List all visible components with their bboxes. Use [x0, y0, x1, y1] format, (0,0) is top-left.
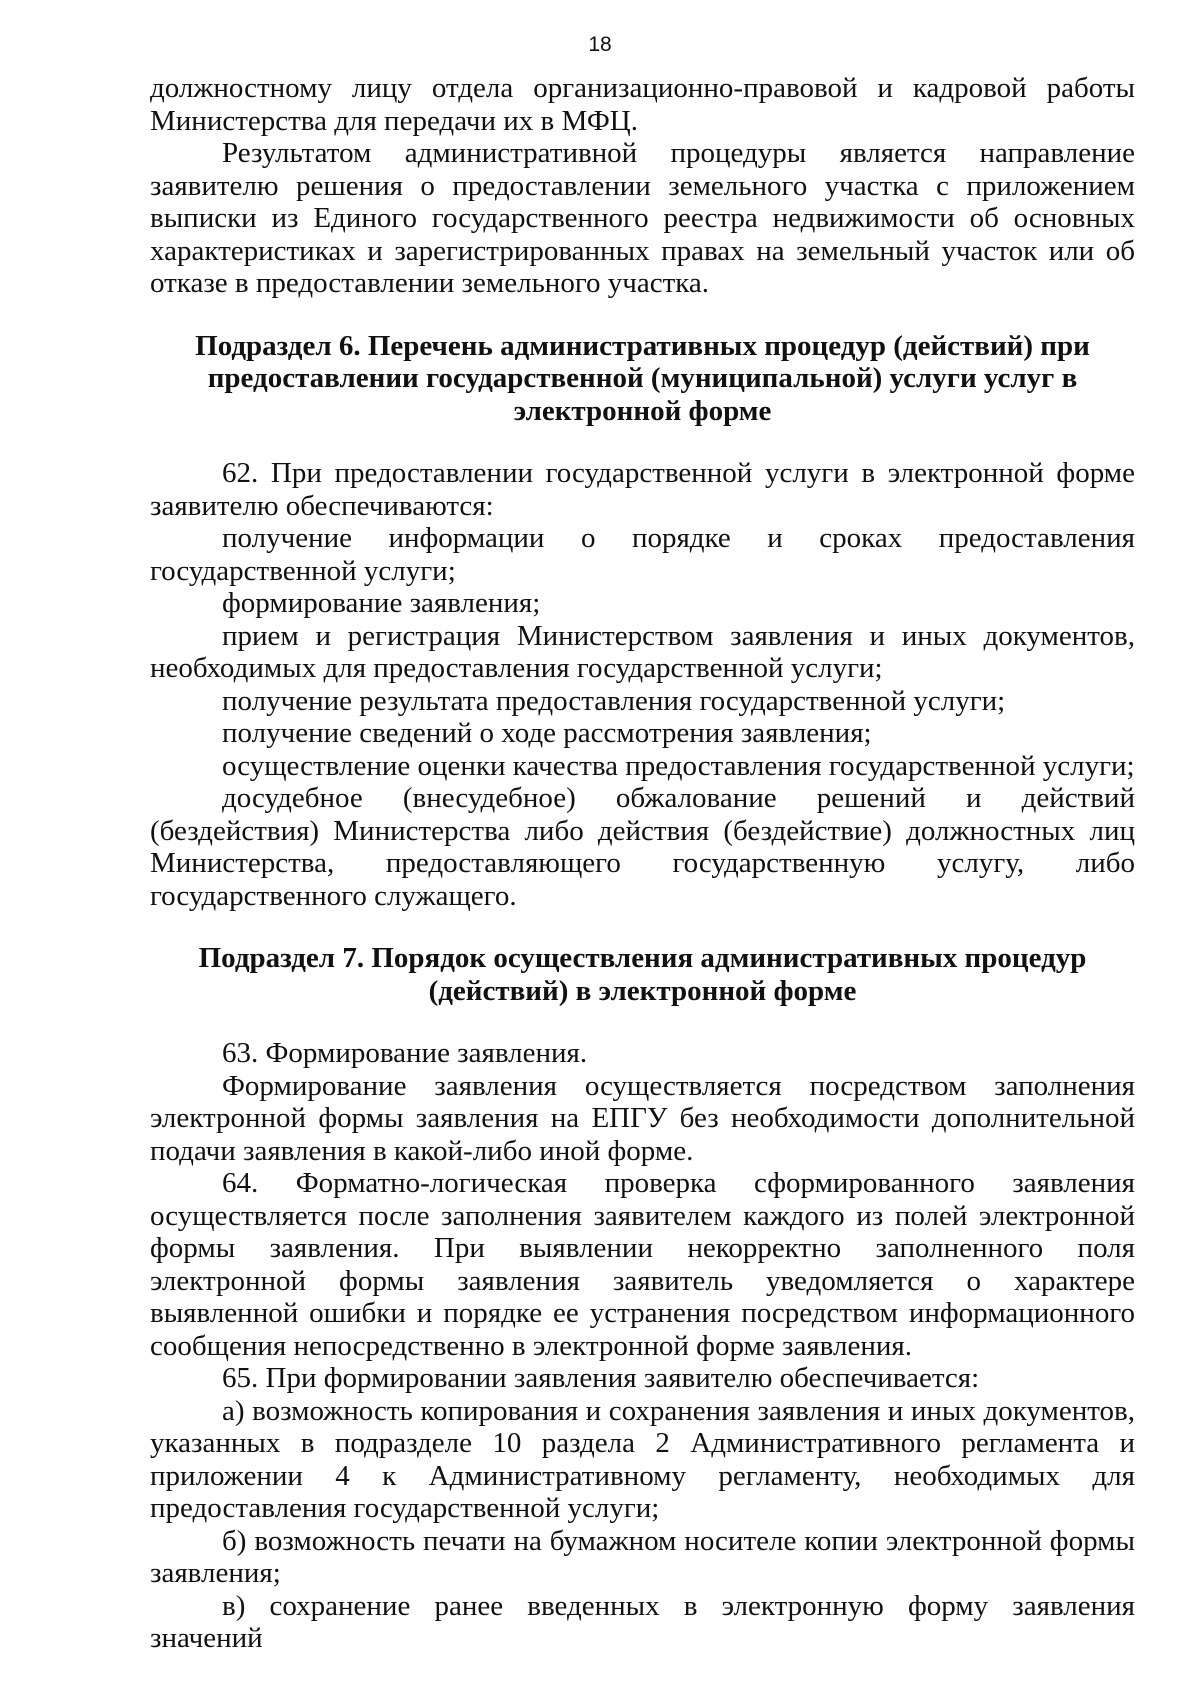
subsection-6-heading-line: предоставлении государственной (муниципальной) услуги услуг в: [207, 362, 1078, 394]
paragraph-result: Результатом административной процедуры является направление заявителю решения о предоставлении земельного участка с приложением выписки из Единого государственного реестра недвижимости об основных характеристиках и зарегистрированных правах на земельный участок или об отказе в предоставлении земельного участка.: [150, 137, 1135, 299]
list-item: досудебное (внесудебное) обжалование решений и действий (бездействия) Министерства либо действия (бездействие) должностных лиц Министерства, предоставляющего государственную услугу, либо государственного служащего.: [150, 782, 1135, 912]
list-item: осуществление оценки качества предоставления государственной услуги;: [222, 749, 1135, 782]
subsection-6-heading-line: электронной форме: [513, 394, 772, 427]
list-item: получение результата предоставления государственной услуги;: [222, 684, 1006, 717]
paragraph: Формирование заявления осуществляется посредством заполнения электронной формы заявления на ЕПГУ без необходимости дополнительной подачи заявления в какой-либо иной форме.: [150, 1069, 1135, 1167]
paragraph-64: 64. Форматно-логическая проверка сформированного заявления осуществляется после заполнения заявителем каждого из полей электронной формы заявления. При выявлении некорректно заполненного поля электронной формы заявления заявитель уведомляется о характере выявленной ошибки и порядке ее устранения посредством информационного сообщения непосредственно в электронной форме заявления.: [150, 1167, 1135, 1362]
subsection-6-heading-line: Подраздел 6. Перечень административных процедур (действий) при: [195, 329, 1090, 362]
subsection-6-heading: [150, 330, 1135, 428]
paragraph-62: 62. При предоставлении государственной услуги в электронной форме заявителю обеспечиваются:: [150, 457, 1135, 522]
paragraph-continuation: должностному лицу отдела организационно-правовой и кадровой работы Министерства для передачи их в МФЦ.: [150, 72, 1135, 137]
list-item: получение информации о порядке и сроках предоставления государственной услуги;: [150, 522, 1135, 587]
list-item: в) сохранение ранее введенных в электронную форму заявления значений: [150, 1589, 1135, 1654]
paragraph-65: 65. При формировании заявления заявителю обеспечивается:: [222, 1362, 980, 1394]
page-number: 18: [588, 33, 612, 56]
subsection-7-heading-line: Подраздел 7. Порядок осуществления административных процедур: [198, 942, 1087, 974]
subsection-7-heading: [150, 942, 1135, 1007]
paragraph-63: 63. Формирование заявления.: [222, 1037, 588, 1069]
subsection-7-heading-line: (действий) в электронной форме: [428, 974, 857, 1007]
document-body: [150, 72, 1135, 1655]
list-item: а) возможность копирования и сохранения заявления и иных документов, указанных в подразделе 10 раздела 2 Административного регламента и приложении 4 к Административному регламенту, необходимых для предоставления государственной услуги;: [150, 1394, 1135, 1524]
list-item: прием и регистрация Министерством заявления и иных документов, необходимых для предоставления государственной услуги;: [150, 619, 1135, 684]
list-item: получение сведений о ходе рассмотрения заявления;: [222, 717, 872, 749]
list-item: формирование заявления;: [222, 587, 541, 619]
list-item: б) возможность печати на бумажном носителе копии электронной формы заявления;: [150, 1524, 1135, 1589]
